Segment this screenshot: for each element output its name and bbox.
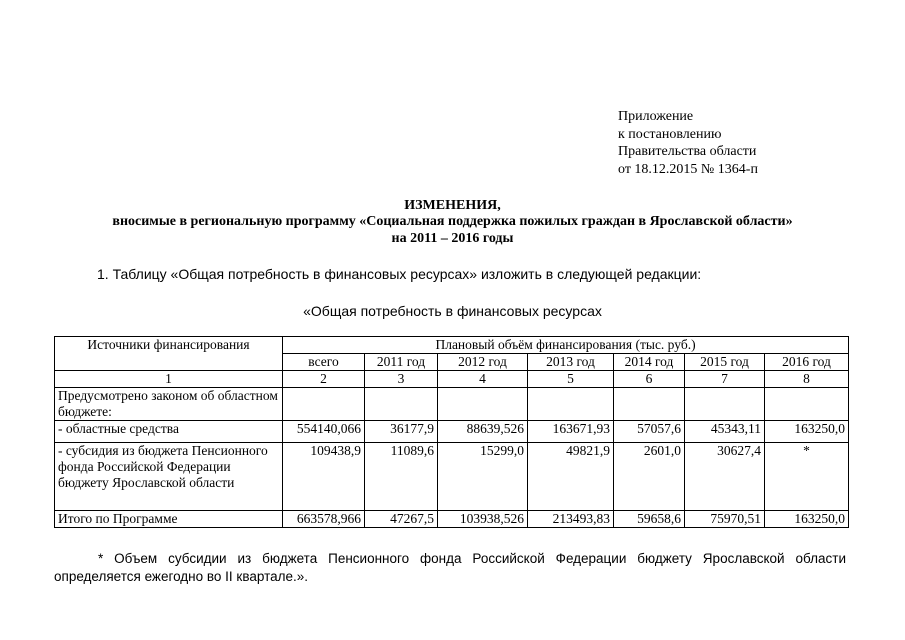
value-cell: 2601,0 [614,443,685,511]
year-header: 2012 год [438,354,528,371]
column-number: 4 [438,371,528,388]
empty-cell [283,388,365,421]
empty-cell [685,388,765,421]
source-header: Источники финансирования [55,337,283,371]
year-header: 2011 год [365,354,438,371]
section-label: Предусмотрено законом об областном бюджете: [55,388,283,421]
column-number: 8 [765,371,849,388]
total-row [55,511,849,528]
value-cell: 163250,0 [765,421,849,443]
row-label: - областные средства [55,421,283,443]
total-value: 163250,0 [765,511,849,528]
plan-header: Плановый объём финансирования (тыс. руб.) [283,337,849,354]
empty-cell [765,388,849,421]
column-number: 3 [365,371,438,388]
column-number: 6 [614,371,685,388]
value-cell: 88639,526 [438,421,528,443]
empty-cell [528,388,614,421]
appendix-line: Правительства области [618,144,757,159]
footnote-line: * Объем субсидии из бюджета Пенсионного фонда Российской Федерации бюджету Ярославской области [98,551,846,566]
table-row [55,443,849,511]
total-value: 213493,83 [528,511,614,528]
column-number: 1 [55,371,283,388]
empty-cell [365,388,438,421]
value-cell: 36177,9 [365,421,438,443]
value-cell: 30627,4 [685,443,765,511]
value-cell: 11089,6 [365,443,438,511]
section-row [55,388,849,421]
year-header: 2015 год [685,354,765,371]
total-value: 75970,51 [685,511,765,528]
empty-cell [614,388,685,421]
total-value: 59658,6 [614,511,685,528]
total-value: 663578,966 [283,511,365,528]
year-header: 2014 год [614,354,685,371]
total-value: 47267,5 [365,511,438,528]
header-row [55,337,849,354]
value-cell: 163671,93 [528,421,614,443]
total-value: 103938,526 [438,511,528,528]
document-subtitle: вносимые в региональную программу «Социальная поддержка пожилых граждан в Ярославской области» [112,214,793,229]
value-cell: 109438,9 [283,443,365,511]
footnote [54,550,846,586]
total-label: Итого по Программе [55,511,283,528]
column-number-row [55,371,849,388]
column-number: 2 [283,371,365,388]
value-cell: 45343,11 [685,421,765,443]
table-row [55,421,849,443]
value-cell: 49821,9 [528,443,614,511]
appendix-line: от 18.12.2015 № 1364-п [618,161,758,177]
item-1-text: 1. Таблицу «Общая потребность в финансовых ресурсах» изложить в следующей редакции: [97,266,702,282]
appendix-line: к постановлению [618,126,722,142]
column-number: 5 [528,371,614,388]
document-title: ИЗМЕНЕНИЯ, [404,198,501,213]
financing-table [54,336,849,528]
year-header: 2013 год [528,354,614,371]
appendix-block [618,108,758,178]
row-label: - субсидия из бюджета Пенсионного фонда Российской Федерации бюджету Ярославской области [55,443,283,511]
value-cell: 15299,0 [438,443,528,511]
value-cell: 57057,6 [614,421,685,443]
year-header: 2016 год [765,354,849,371]
value-cell: 554140,066 [283,421,365,443]
table-title: «Общая потребность в финансовых ресурсах [303,303,602,319]
empty-cell [438,388,528,421]
value-cell: * [765,443,849,511]
document-subtitle-years: на 2011 – 2016 годы [391,231,514,246]
appendix-line: Приложение [618,109,694,124]
footnote-line: определяется ежегодно во II квартале.». [54,569,309,584]
column-number: 7 [685,371,765,388]
year-header: всего [283,354,365,371]
